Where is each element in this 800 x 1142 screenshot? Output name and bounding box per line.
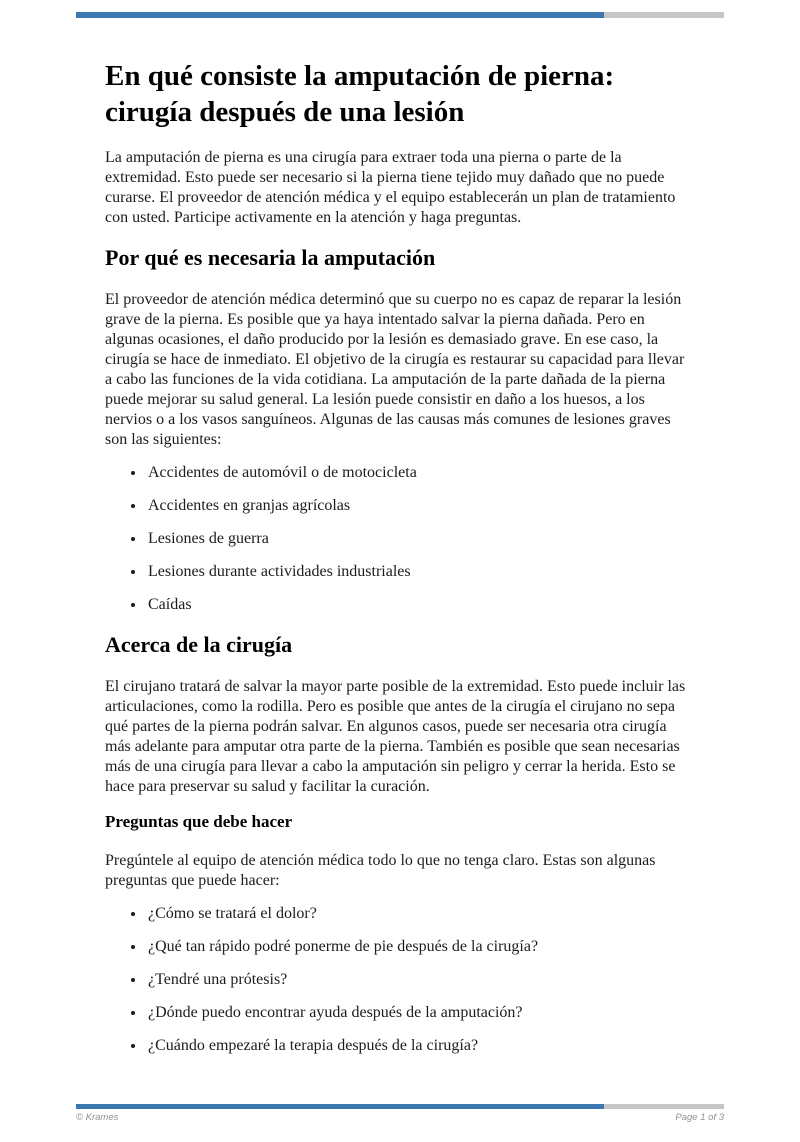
list-item: • Lesiones de guerra (146, 529, 695, 549)
list-item: • Caídas (146, 595, 695, 615)
list-item: • Lesiones durante actividades industriales (146, 562, 695, 582)
subsection-heading-questions: Preguntas que debe hacer (105, 812, 293, 831)
list-item: • ¿Dónde puedo encontrar ayuda después de la amputación? (146, 1003, 695, 1023)
list-item: • ¿Tendré una prótesis? (146, 970, 695, 990)
about-paragraph: El cirujano tratará de salvar la mayor parte posible de la extremidad. Esto puede incluir las articulaciones, como la rodilla. Pero es posible que antes de la cirugía el cirujano no sepa qué partes de la pierna podrán salvar. En algunos casos, puede ser necesaria otra cirugía más adelante para amputar otra parte de la pierna. También es posible que sean necesarias más de una cirugía para llevar a cabo la amputación sin peligro y cerrar la herida. Esto se hace para preservar su salud y facilitar la curación. (105, 678, 686, 795)
footer-accent-bar (76, 1104, 724, 1109)
page-footer (76, 1104, 724, 1123)
list-item: • ¿Qué tan rápido podré ponerme de pie después de la cirugía? (146, 937, 695, 957)
questions-intro-paragraph: Pregúntele al equipo de atención médica todo lo que no tenga claro. Estas son algunas preguntas que puede hacer: (105, 852, 656, 889)
causes-list (105, 463, 695, 615)
accent-bar-blue-segment (76, 12, 604, 18)
footer-bar-gray-segment (604, 1104, 724, 1109)
why-paragraph: El proveedor de atención médica determinó que su cuerpo no es capaz de reparar la lesión grave de la pierna. Es posible que ya haya intentado salvar la pierna dañada. Pero en algunas ocasiones, el daño producido por la lesión es demasiado grave. En ese caso, la cirugía se hace de inmediato. El objetivo de la cirugía es restaurar su capacidad para llevar a cabo las funciones de la vida cotidiana. La amputación de la parte dañada de la pierna puede mejorar su salud general. La lesión puede consistir en daño a los huesos, a los nervios o a los vasos sanguíneos. Algunas de las causas más comunes de lesiones graves son las siguientes: (105, 291, 685, 448)
document-title-line1: En qué consiste la amputación de pierna: (105, 60, 615, 92)
list-item: • Accidentes de automóvil o de motocicleta (146, 463, 695, 483)
list-item: • ¿Cuándo empezaré la terapia después de la cirugía? (146, 1036, 695, 1056)
page-indicator: Page 1 of 3 (675, 1112, 724, 1123)
section-heading-about: Acerca de la cirugía (105, 632, 293, 657)
document-body (105, 58, 695, 1056)
list-item: • Accidentes en granjas agrícolas (146, 496, 695, 516)
intro-paragraph: La amputación de pierna es una cirugía para extraer toda una pierna o parte de la extremidad. Esto puede ser necesario si la pierna tiene tejido muy dañado que no puede curarse. El proveedor de atención médica y el equipo establecerán un plan de tratamiento con usted. Participe activamente en la atención y haga preguntas. (105, 149, 676, 226)
footer-text-row (76, 1112, 724, 1123)
list-item: • ¿Cómo se tratará el dolor? (146, 904, 695, 924)
questions-list (105, 904, 695, 1056)
footer-bar-blue-segment (76, 1104, 604, 1109)
document-page (0, 12, 800, 1142)
document-title (105, 58, 695, 130)
section-heading-why: Por qué es necesaria la amputación (105, 245, 436, 270)
document-title-line2: cirugía después de una lesión (105, 96, 465, 128)
accent-bar-gray-segment (604, 12, 724, 18)
copyright-text: © Krames (76, 1112, 119, 1123)
top-accent-bar (76, 12, 724, 18)
